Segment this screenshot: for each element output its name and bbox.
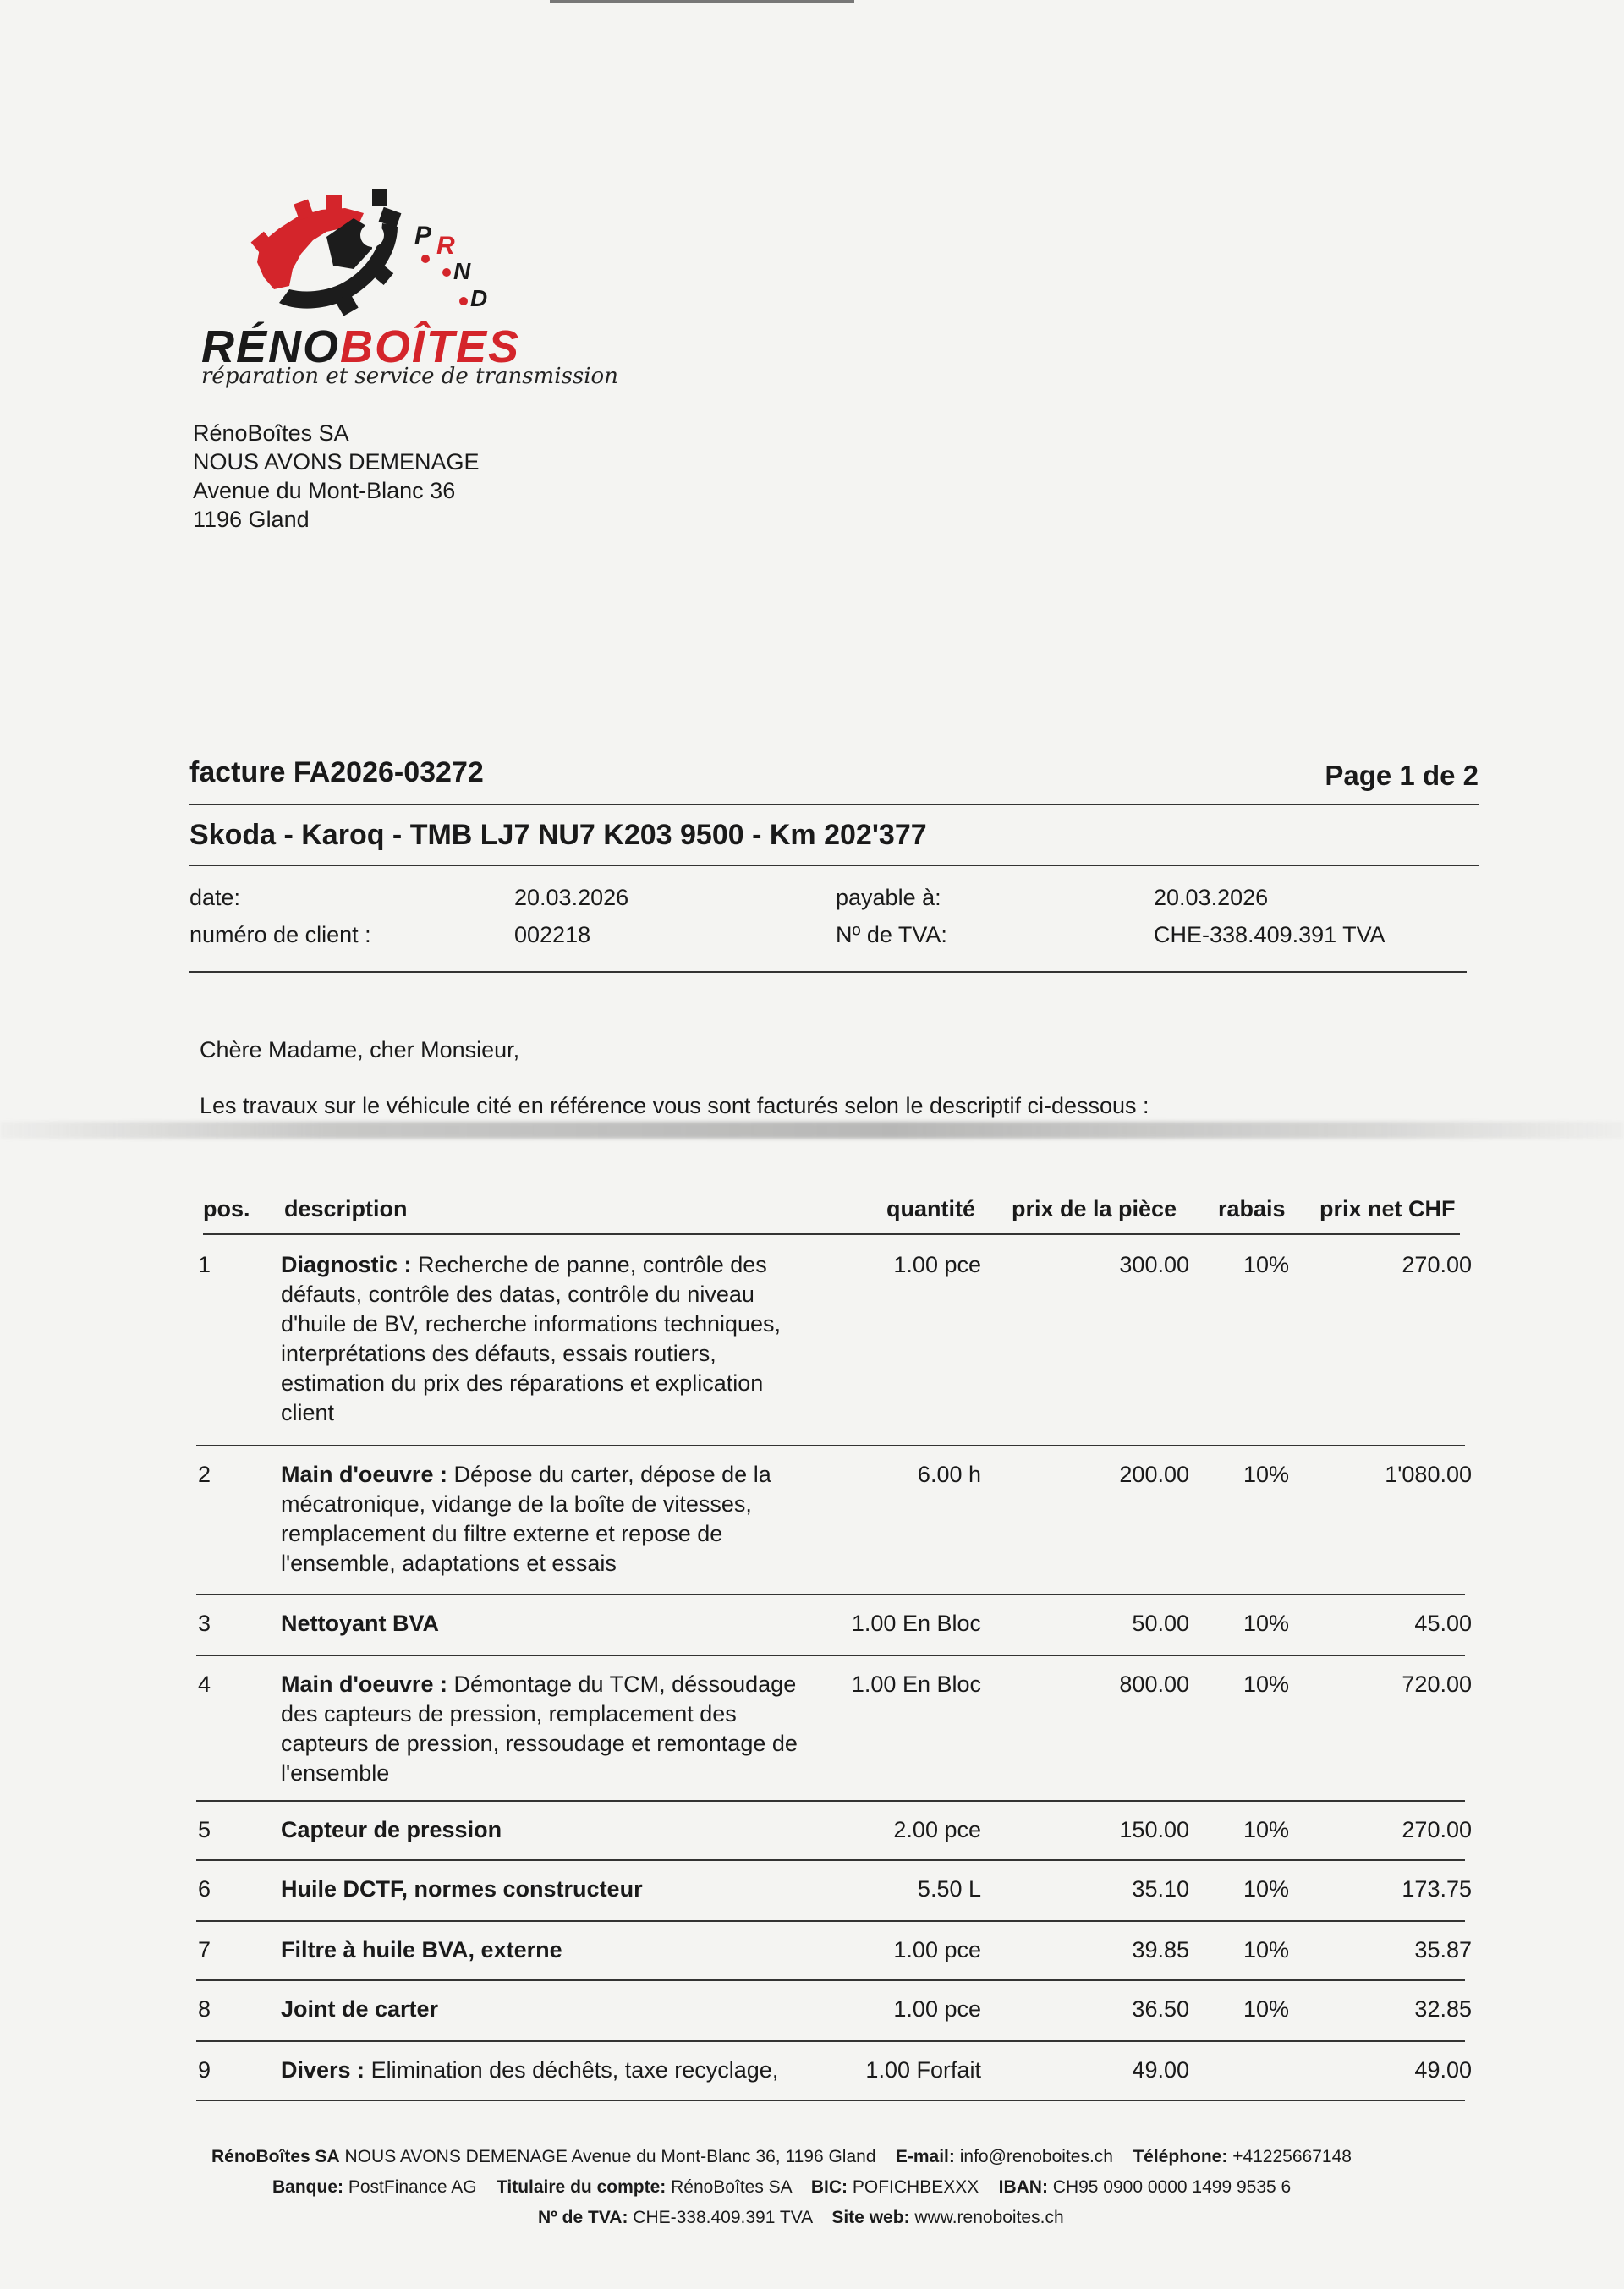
line-pos: 1 <box>198 1252 211 1277</box>
payable-label: payable à: <box>836 885 941 910</box>
col-header-pos: pos. <box>203 1196 250 1221</box>
line-discount: 10% <box>1243 1462 1290 1487</box>
client-label: numéro de client : <box>189 922 371 947</box>
line-net: 45.00 <box>1414 1611 1472 1636</box>
line-pos: 4 <box>198 1671 211 1697</box>
line-pos: 6 <box>198 1876 211 1902</box>
line-description <box>281 1609 805 1639</box>
line-unit-price: 35.10 <box>1132 1876 1189 1902</box>
line-text: Recherche de panne, contrôle des défauts, contrôle des datas, contrôle du niveau d'huile de BV, recherche informations techniques, interprétations des défauts, essais routiers, estimation du prix des réparations et explication client <box>281 1252 782 1425</box>
line-quantity: 1.00 pce <box>893 1996 981 2022</box>
brand-wordmark <box>201 321 521 372</box>
col-header-description: description <box>284 1196 408 1221</box>
footer-vat: CHE-338.409.391 TVA <box>633 2208 812 2227</box>
line-title: Diagnostic : <box>281 1252 412 1277</box>
line-net: 1'080.00 <box>1385 1462 1472 1487</box>
brand-part-2: BOÎTES <box>340 321 521 372</box>
date-label: date: <box>189 885 241 910</box>
vat-value: CHE-338.409.391 TVA <box>1154 922 1385 947</box>
col-header-unit-price: prix de la pièce <box>1012 1196 1177 1221</box>
row-divider <box>196 2100 1465 2101</box>
gear-letter-d: D <box>470 285 488 311</box>
footer-bank-label: Banque: <box>272 2177 343 2197</box>
vehicle-line: Skoda - Karoq - TMB LJ7 NU7 K203 9500 - Km 202'377 <box>189 819 927 851</box>
intro-text: Les travaux sur le véhicule cité en référence vous sont facturés selon le descriptif ci-dessous : <box>200 1093 1149 1118</box>
sender-line-3: 1196 Gland <box>193 507 310 532</box>
brand-part-1: RÉNO <box>201 321 341 372</box>
footer-bic: POFICHBEXXX <box>852 2177 979 2197</box>
line-discount: 10% <box>1243 1876 1290 1902</box>
vehicle-divider <box>189 865 1479 866</box>
gear-letter-n: N <box>453 258 471 284</box>
line-title: Filtre à huile BVA, externe <box>281 1937 562 1962</box>
line-title: Joint de carter <box>281 1996 439 2022</box>
line-discount: 10% <box>1243 1671 1290 1697</box>
line-quantity: 1.00 En Bloc <box>851 1611 981 1636</box>
title-divider <box>189 804 1479 805</box>
line-net: 49.00 <box>1414 2057 1472 2083</box>
line-net: 270.00 <box>1402 1252 1472 1277</box>
footer-phone-label: Téléphone: <box>1133 2147 1228 2166</box>
line-description <box>281 1995 805 2024</box>
line-quantity: 1.00 En Bloc <box>851 1671 981 1697</box>
col-header-discount: rabais <box>1218 1196 1286 1221</box>
company-logo <box>245 184 533 332</box>
line-net: 270.00 <box>1402 1817 1472 1842</box>
line-pos: 2 <box>198 1462 211 1487</box>
header-divider <box>203 1233 1460 1235</box>
footer-line-3 <box>538 2208 1064 2228</box>
line-text: Elimination des déchêts, taxe recyclage, <box>365 2057 779 2083</box>
footer-company: RénoBoîtes SA <box>211 2147 340 2166</box>
footer-bic-label: BIC: <box>810 2177 848 2197</box>
line-discount: 10% <box>1243 1937 1290 1962</box>
line-unit-price: 800.00 <box>1119 1671 1189 1697</box>
line-net: 720.00 <box>1402 1671 1472 1697</box>
footer-iban-label: IBAN: <box>998 2177 1048 2197</box>
line-unit-price: 39.85 <box>1132 1937 1189 1962</box>
line-quantity: 1.00 pce <box>893 1937 981 1962</box>
footer-holder: RénoBoîtes SA <box>671 2177 792 2197</box>
client-value: 002218 <box>514 922 591 947</box>
scan-edge-mark <box>550 0 854 3</box>
row-divider <box>196 2040 1465 2042</box>
line-text: Dépose du carter, dépose de la mécatronique, vidange de la boîte de vitesses, remplacement du filtre externe et repose de l'ensemble, adaptations et essais <box>281 1462 771 1576</box>
line-title: Main d'oeuvre : <box>281 1671 447 1697</box>
col-header-quantity: quantité <box>886 1196 975 1221</box>
line-quantity: 1.00 pce <box>893 1252 981 1277</box>
gear-letter-p: P <box>414 222 432 250</box>
row-divider <box>196 1800 1465 1802</box>
date-value: 20.03.2026 <box>514 885 629 910</box>
line-description <box>281 1250 805 1428</box>
line-title: Main d'oeuvre : <box>281 1462 447 1487</box>
footer-line-1 <box>211 2147 1352 2167</box>
meta-divider <box>189 971 1467 973</box>
footer-phone: +41225667148 <box>1232 2147 1352 2166</box>
footer-web-label: Site web: <box>831 2208 910 2227</box>
line-text: Démontage du TCM, déssoudage des capteurs de pression, remplacement des capteurs de pression, ressoudage et remontage de l'ensemble <box>281 1671 798 1786</box>
col-header-net: prix net CHF <box>1320 1196 1456 1221</box>
line-description <box>281 1935 805 1965</box>
line-pos: 5 <box>198 1817 211 1842</box>
line-unit-price: 150.00 <box>1119 1817 1189 1842</box>
line-pos: 3 <box>198 1611 211 1636</box>
brand-tagline: réparation et service de transmission <box>201 364 618 389</box>
sender-name: RénoBoîtes SA <box>193 420 349 446</box>
sender-line-2: Avenue du Mont-Blanc 36 <box>193 478 456 503</box>
footer-holder-label: Titulaire du compte: <box>496 2177 667 2197</box>
line-unit-price: 36.50 <box>1132 1996 1189 2022</box>
page-indicator: Page 1 de 2 <box>1325 760 1479 791</box>
line-unit-price: 49.00 <box>1132 2057 1189 2083</box>
sender-line-1: NOUS AVONS DEMENAGE <box>193 449 480 475</box>
line-title: Nettoyant BVA <box>281 1611 440 1636</box>
line-pos: 9 <box>198 2057 211 2083</box>
line-unit-price: 200.00 <box>1119 1462 1189 1487</box>
footer-email[interactable]: info@renoboites.ch <box>959 2147 1113 2166</box>
line-title: Capteur de pression <box>281 1817 502 1842</box>
line-pos: 7 <box>198 1937 211 1962</box>
line-net: 32.85 <box>1414 1996 1472 2022</box>
line-description <box>281 1875 805 1904</box>
footer-bank: PostFinance AG <box>348 2177 477 2197</box>
greeting: Chère Madame, cher Monsieur, <box>200 1037 520 1062</box>
line-discount: 10% <box>1243 1996 1290 2022</box>
line-description <box>281 1670 805 1788</box>
line-pos: 8 <box>198 1996 211 2022</box>
line-description <box>281 1460 805 1578</box>
footer-line-2 <box>272 2177 1291 2198</box>
line-title: Divers : <box>281 2057 365 2083</box>
line-discount: 10% <box>1243 1817 1290 1842</box>
line-unit-price: 50.00 <box>1132 1611 1189 1636</box>
footer-vat-label: Nº de TVA: <box>538 2208 628 2227</box>
row-divider <box>196 1979 1465 1981</box>
line-quantity: 5.50 L <box>917 1876 981 1902</box>
line-unit-price: 300.00 <box>1119 1252 1189 1277</box>
vat-label: Nº de TVA: <box>836 922 947 947</box>
line-discount: 10% <box>1243 1252 1290 1277</box>
row-divider <box>196 1655 1465 1656</box>
line-description <box>281 1815 805 1845</box>
line-net: 173.75 <box>1402 1876 1472 1902</box>
footer-web[interactable]: www.renoboites.ch <box>914 2208 1064 2227</box>
line-title: Huile DCTF, normes constructeur <box>281 1876 643 1902</box>
line-net: 35.87 <box>1414 1937 1472 1962</box>
footer-email-label: E-mail: <box>895 2147 955 2166</box>
line-quantity: 1.00 Forfait <box>865 2057 981 2083</box>
scan-smudge <box>0 1122 1624 1139</box>
footer-address: NOUS AVONS DEMENAGE Avenue du Mont-Blanc 36, 1196 Gland <box>344 2147 876 2166</box>
line-description <box>281 2056 805 2085</box>
gear-letter-r: R <box>436 232 455 260</box>
line-discount: 10% <box>1243 1611 1290 1636</box>
line-quantity: 2.00 pce <box>893 1817 981 1842</box>
row-divider <box>196 1920 1465 1922</box>
row-divider <box>196 1445 1465 1446</box>
footer-iban: CH95 0900 0000 1499 9535 6 <box>1052 2177 1292 2197</box>
row-divider <box>196 1859 1465 1861</box>
invoice-title: facture FA2026-03272 <box>189 756 484 788</box>
line-quantity: 6.00 h <box>917 1462 981 1487</box>
row-divider <box>196 1594 1465 1595</box>
payable-value: 20.03.2026 <box>1154 885 1269 910</box>
